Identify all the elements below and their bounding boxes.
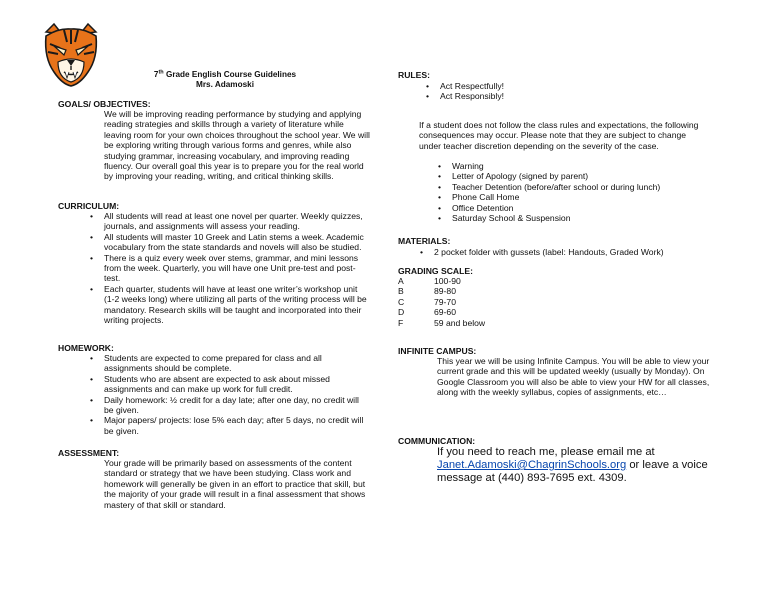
rules-list: [440, 81, 720, 102]
curriculum-heading: CURRICULUM:: [58, 201, 120, 211]
list-item: • Daily homework: ½ credit for a day late; after one day, no credit will be given.: [104, 395, 368, 416]
grade-range: 69-60: [434, 307, 456, 318]
page-title: 7th Grade English Course Guidelines Mrs. Adamoski: [110, 70, 340, 90]
grade-range: 79-70: [434, 296, 456, 307]
grade-range: 89-80: [434, 286, 456, 297]
grading-scale-table: [398, 276, 514, 328]
list-item: • All students will master 10 Greek and Latin stems a week. Academic vocabulary from the state standards and novels will also be studied.: [104, 232, 368, 253]
grade-range: 100-90: [434, 276, 461, 286]
grade-letter: B: [398, 286, 404, 297]
infinite-campus-text: This year we will be using Infinite Campus. You will be able to view your current grade and this will be updated weekly (usually by Monday). On Google Classroom you will also be able to view your HW for all classes, along with the weekly syllabus, copies of assignments, etc…: [437, 356, 710, 398]
grade-letter: D: [398, 307, 405, 318]
goals-heading: GOALS/ OBJECTIVES:: [58, 99, 151, 109]
list-item: • Saturday School & Suspension: [452, 213, 722, 223]
list-item: • Phone Call Home: [452, 192, 722, 202]
list-item: • There is a quiz every week over stems, grammar, and mini lessons from the week. Quarterly, you will have one Unit pre-test and post-test.: [104, 253, 368, 284]
list-item: • Each quarter, students will have at least one writer’s workshop unit (1-2 weeks long) where utilizing all parts of the writing process will be mandatory. Research skills will be taught and incorporated into their writing projects.: [104, 284, 368, 326]
list-item: • Office Detention: [452, 203, 722, 213]
assessment-text: Your grade will be primarily based on assessments of the content standard or strategy that we have been studying. Class work and homework will generally be given in an effort to practice that skill, but the majority of your grade will result in a final assessment that shows mastery of that skill or standard.: [104, 458, 366, 510]
email-link[interactable]: Janet.Adamoski@ChagrinSchools.org: [437, 459, 627, 471]
communication-text: If you need to reach me, please email me at Janet.Adamoski@ChagrinSchools.org or leave a voice message at (440) 893-7695 ext. 4309.: [437, 446, 708, 484]
curriculum-list: [104, 211, 368, 325]
goals-text: We will be improving reading performance by studying and applying reading strategies and skills through a variety of literature while leaving room for your own choices throughout the school year. We will be exploring writing through various forms and genres, while also studying grammar, increasing vocabulary, and improving reading fluency. Our overall goal this year is to prepare you for the real world by improving your reading, writing, and critical thinking skills.: [104, 109, 370, 182]
grade-letter: C: [398, 296, 405, 307]
homework-heading: HOMEWORK:: [58, 343, 114, 353]
assessment-heading: ASSESSMENT:: [58, 448, 120, 458]
materials-heading: MATERIALS:: [398, 236, 451, 246]
teacher-name: Mrs. Adamoski: [196, 80, 254, 89]
list-item: • All students will read at least one novel per quarter. Weekly quizzes, journals, and assignments will assess your reading.: [104, 211, 368, 232]
rules-heading: RULES:: [398, 70, 430, 80]
grade-letter: A: [398, 276, 404, 286]
infinite-campus-heading: INFINITE CAMPUS:: [398, 346, 477, 356]
list-item: • Major papers/ projects: lose 5% each day; after 5 days, no credit will be given.: [104, 415, 368, 436]
grade-range: 59 and below: [434, 317, 486, 328]
homework-list: [104, 353, 368, 436]
consequences-list: [452, 161, 722, 223]
list-item: • Students are expected to come prepared for class and all assignments should be complete.: [104, 353, 368, 374]
list-item: • Warning: [452, 161, 722, 171]
list-item: • Students who are absent are expected to ask about missed assignments and can make up work for full credit.: [104, 374, 368, 395]
communication-heading: COMMUNICATION:: [398, 436, 476, 446]
list-item: • Teacher Detention (before/after school or during lunch): [452, 182, 722, 192]
grading-heading: GRADING SCALE:: [398, 266, 473, 276]
grade-letter: F: [398, 317, 404, 328]
materials-list: [434, 247, 734, 257]
list-item: • 2 pocket folder with gussets (label: Handouts, Graded Work): [434, 247, 734, 257]
tiger-mascot-logo: [40, 22, 102, 88]
list-item: • Act Responsibly!: [440, 91, 720, 101]
list-item: • Act Respectfully!: [440, 81, 720, 91]
consequence-intro: If a student does not follow the class rules and expectations, the following consequences may occur. Please note that they are subject to change under teacher discretion depending on the severity of the case.: [419, 120, 699, 151]
list-item: • Letter of Apology (signed by parent): [452, 171, 722, 181]
